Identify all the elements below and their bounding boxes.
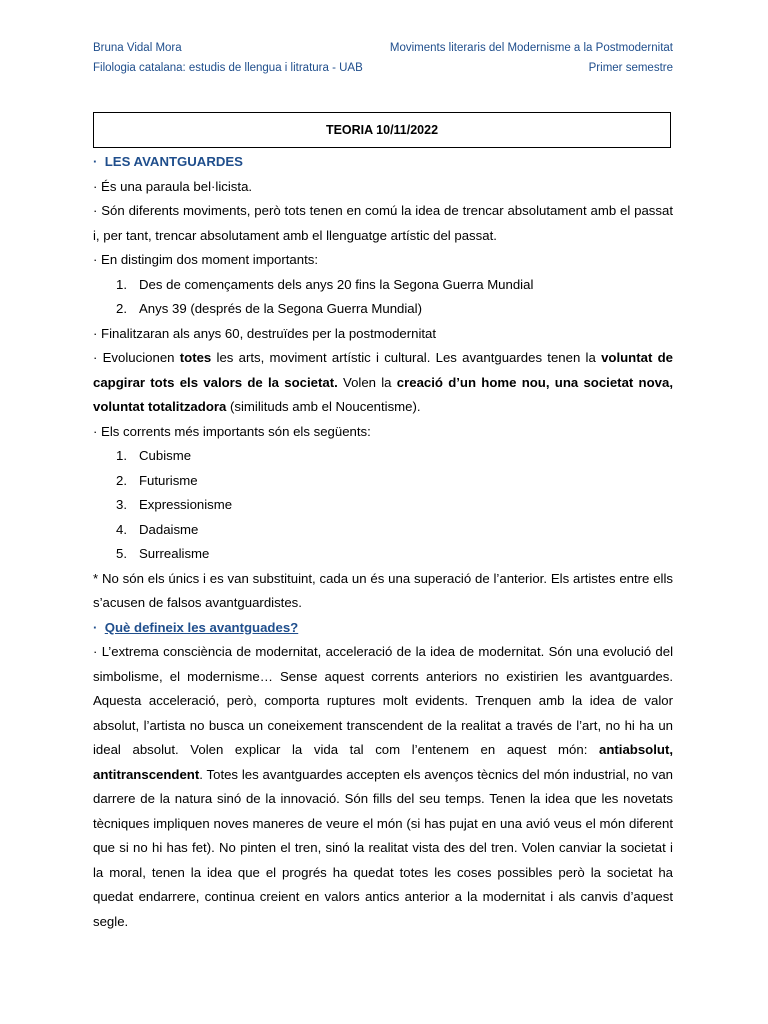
section-heading-defineix: · Què defineix les avantguades? xyxy=(93,619,299,635)
semester-label: Primer semestre xyxy=(588,62,673,74)
paragraph: · Són diferents moviments, però tots tenen en comú la idea de trencar absolutament amb el passat i, per tant, trencar absolutament amb el llenguatge artístic del passat. xyxy=(93,203,673,243)
list-item: 2. Anys 39 (després de la Segona Guerra Mundial) xyxy=(116,301,422,316)
course-title: Moviments literaris del Modernisme a la Postmodernitat xyxy=(389,42,673,54)
paragraph: · És una paraula bel·licista. xyxy=(93,178,253,194)
list-item: 1. Cubisme xyxy=(116,448,192,463)
list-item: 5. Surrealisme xyxy=(116,546,210,561)
header-row-2 xyxy=(93,62,673,74)
paragraph: · Evolucionen totes les arts, moviment artístic i cultural. Les avantguardes tenen la voluntat de capgirar tots els valors de la societat. Volen la creació d’un home nou, una societat nova, voluntat totalitzadora (similituds amb el Noucentisme). xyxy=(93,350,673,414)
list-item: 3. Expressionisme xyxy=(116,497,233,512)
list-item: 4. Dadaisme xyxy=(116,521,199,537)
moments-list xyxy=(93,273,673,322)
author-name: Bruna Vidal Mora xyxy=(93,42,182,54)
document-body xyxy=(93,150,673,934)
section-link[interactable]: Què defineix les avantguades? xyxy=(104,619,299,635)
currents-list xyxy=(93,444,673,567)
title-box xyxy=(93,112,671,148)
paragraph: · L’extrema consciència de modernitat, acceleració de la idea de modernitat. Són una evolució del simbolisme, el modernisme… Sense aquest corrents anteriors no existirien les avantguardes. Aquesta acceleració, però, comporta ruptures molt evidents. Trenquen amb la idea de valor absolut, l’artista no busca un coneixement transcendent de la realitat a través de l’art, no hi ha un ideal absolut. Volen explicar la vida tal com l’entenem en aquest món: antiabsolut, antitranscendent. Totes les avantguardes accepten els avenços tècnics del món industrial, no van darrere de la natura sinó de la innovació. Són fills del seu temps. Tenen la idea que les novetats tècniques impliquen noves maneres de veure el món (si has pujat en una avió veus el món diferent que si no hi has fet). No pinten el tren, sinó la realitat vista des del tren. Volen canviar la societat i la moral, tenen la idea que el progrés ha quedat totes les coses possibles però la societat ha quedat endarrere, continua creient en valors antics anterior a la modernitat i als canvis d’aquest segle. xyxy=(93,644,673,929)
list-item: 2. Futurisme xyxy=(116,472,198,488)
section-heading-avantguardes: · LES AVANTGUARDES xyxy=(93,154,243,169)
paragraph: · En distingim dos moment importants: xyxy=(93,252,319,267)
degree-name: Filologia catalana: estudis de llengua i litratura - UAB xyxy=(93,62,363,74)
paragraph: * No són els únics i es van substituint, cada un és una superació de l’anterior. Els artistes entre ells s’acusen de falsos avantguardistes. xyxy=(93,570,673,610)
paragraph: · Finalitzaran als anys 60, destruïdes per la postmodernitat xyxy=(93,325,437,341)
page-title: TEORIA 10/11/2022 xyxy=(325,123,439,137)
list-item: 1. Des de començaments dels anys 20 fins la Segona Guerra Mundial xyxy=(116,276,534,292)
header-row-1 xyxy=(93,42,673,54)
paragraph: · Els corrents més importants són els següents: xyxy=(93,423,371,439)
